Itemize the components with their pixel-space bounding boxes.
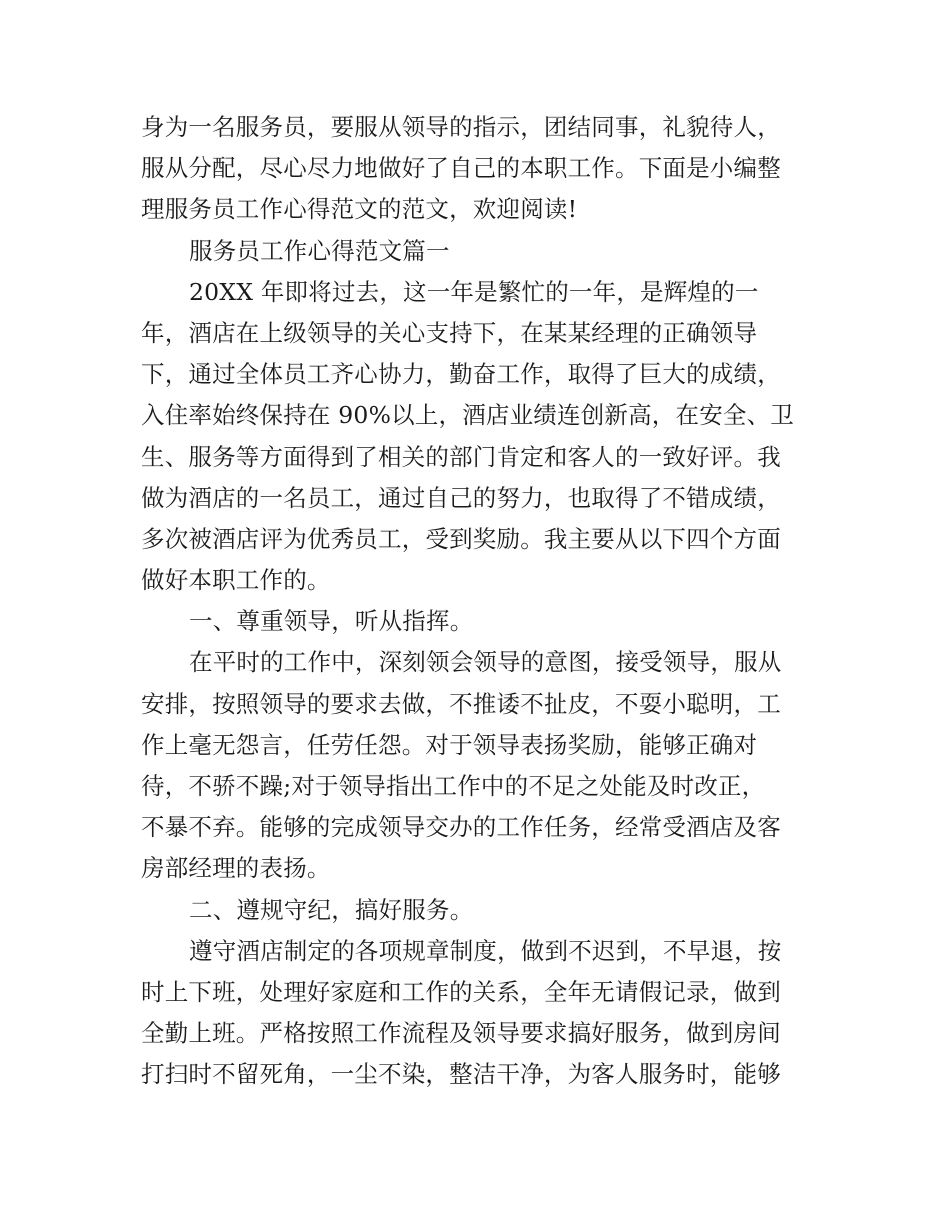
- text-line: 安排，按照领导的要求去做，不推诿不扯皮，不耍小聪明，工: [141, 689, 781, 718]
- text-line: 年，酒店在上级领导的关心支持下，在某某经理的正确领导: [141, 318, 758, 347]
- text-line: 身为一名服务员，要服从领导的指示，团结同事，礼貌待人，: [141, 113, 781, 141]
- section-heading: 一、尊重领导，听从指挥。: [189, 607, 474, 636]
- text-line: 全勤上班。严格按照工作流程及领导要求搞好服务，做到房间: [141, 1019, 781, 1048]
- document-body: [141, 107, 813, 1096]
- text-line: 服从分配，尽心尽力地做好了自己的本职工作。下面是小编整: [141, 154, 781, 183]
- text-line: 待，不骄不躁;对于领导指出工作中的不足之处能及时改正，: [141, 772, 766, 800]
- section-heading: 服务员工作心得范文篇一: [189, 236, 450, 265]
- text-line: 打扫时不留死角，一尘不染，整洁干净，为客人服务时，能够: [141, 1060, 781, 1089]
- text-line: 20XX 年即将过去，这一年是繁忙的一年，是辉煌的一: [189, 277, 759, 306]
- text-line: 理服务员工作心得范文的范文，欢迎阅读!: [141, 195, 578, 224]
- text-line: 作上毫无怨言，任劳任怨。对于领导表扬奖励，能够正确对: [141, 730, 758, 759]
- text-line: 多次被酒店评为优秀员工，受到奖励。我主要从以下四个方面: [141, 524, 781, 553]
- text-line: 房部经理的表扬。: [141, 854, 331, 883]
- text-line: 不暴不弃。能够的完成领导交办的工作任务，经常受酒店及客: [141, 813, 781, 842]
- text-line: 做为酒店的一名员工，通过自己的努力，也取得了不错成绩，: [141, 483, 781, 512]
- section-heading: 二、遵规守纪，搞好服务。: [189, 895, 474, 924]
- text-line: 做好本职工作的。: [141, 566, 331, 595]
- text-line: 时上下班，处理好家庭和工作的关系，全年无请假记录，做到: [141, 977, 781, 1006]
- text-line: 下，通过全体员工齐心协力，勤奋工作，取得了巨大的成绩，: [141, 360, 781, 389]
- text-line: 在平时的工作中，深刻领会领导的意图，接受领导，服从: [189, 648, 782, 677]
- text-line: 遵守酒店制定的各项规章制度，做到不迟到，不早退，按: [189, 936, 782, 965]
- text-line: 入住率始终保持在 90%以上，酒店业绩连创新高，在安全、卫: [141, 401, 795, 430]
- text-line: 生、服务等方面得到了相关的部门肯定和客人的一致好评。我: [141, 442, 781, 471]
